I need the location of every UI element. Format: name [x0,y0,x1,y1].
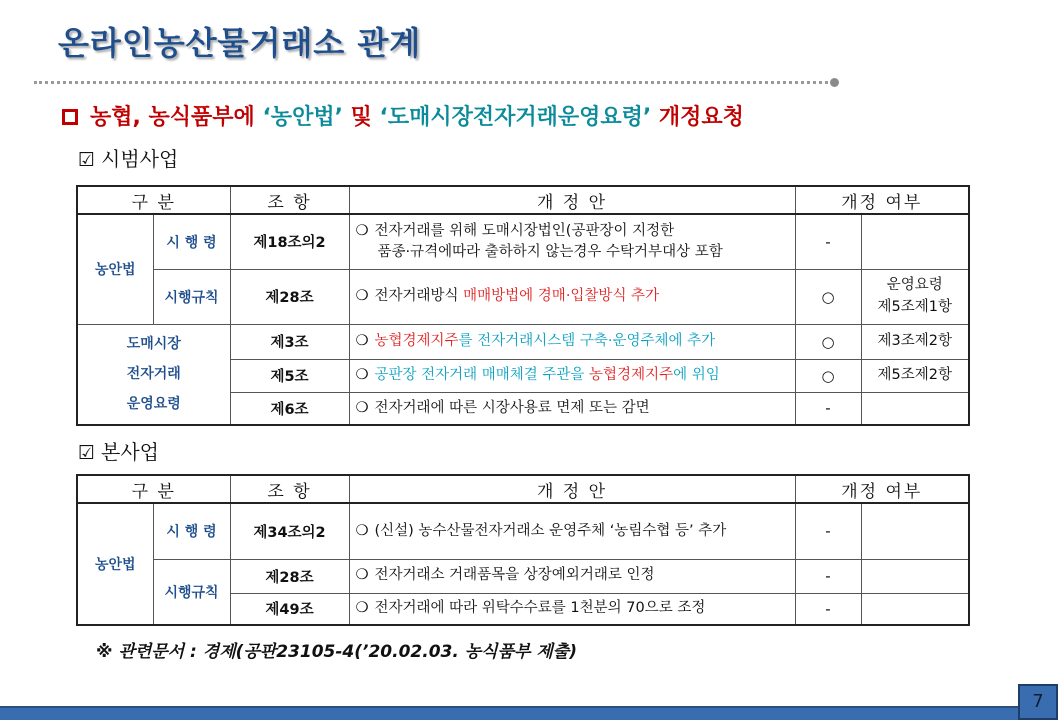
article-cell: 제18조의2 [230,214,349,269]
heading-part-4: ‘도매시장전자거래운영요령’ [379,105,652,130]
category-law: 농안법 [77,503,153,625]
status-mark: - [795,214,861,269]
header-category: 구 분 [77,186,230,214]
footer-bar [0,706,1018,720]
category-decree: 시 행 령 [153,214,230,269]
header-status: 개정 여부 [795,186,969,214]
circle-bullet-icon: ❍ [355,366,369,383]
section-main-label: 본사업 [101,440,160,464]
category-rule: 시행규칙 [153,559,230,625]
article-cell: 제49조 [230,593,349,625]
heading-part-1: 농협, 농식품부에 [90,105,263,130]
amendment-text: 전자거래소 거래품목을 상장예외거래로 인정 [374,567,655,584]
amendment-text-highlight: 매매방법에 경매·입찰방식 추가 [463,287,660,304]
article-cell: 제28조 [230,559,349,593]
amendment-text: 전자거래방식 [374,287,464,304]
status-mark: ○ [795,269,861,324]
amendment-text: 전자거래에 따른 시장사용료 면제 또는 감면 [374,399,650,416]
status-mark: - [795,503,861,559]
category-market-rules [77,324,230,425]
header-category: 구 분 [77,475,230,503]
amendment-cell [349,324,795,359]
status-mark: ○ [795,324,861,359]
article-cell: 제28조 [230,269,349,324]
status-note [861,392,969,425]
amendment-text-highlight: 농협경제지주 [589,366,674,383]
category-market-line-1: 도매시장 [126,336,181,353]
title-divider-dot [830,78,839,87]
table-row [77,324,969,359]
slide-title: 온라인농산물거래소 관계 [58,24,422,62]
table-row [77,503,969,559]
header-article: 조 항 [230,475,349,503]
category-rule: 시행규칙 [153,269,230,324]
status-note [861,214,969,269]
square-bullet-icon [62,109,78,125]
status-note-line-2: 제5조제1항 [877,298,952,315]
table-row [77,269,969,324]
header-article: 조 항 [230,186,349,214]
status-note: 제5조제2항 [861,359,969,392]
amendment-cell [349,559,795,593]
table-row [77,214,969,269]
header-status: 개정 여부 [795,475,969,503]
status-note: 제3조제2항 [861,324,969,359]
amendment-text: 공판장 전자거래 매매체결 주관을 [374,366,590,383]
circle-bullet-icon: ❍ [355,332,369,349]
heading-part-5: 개정요청 [651,105,744,130]
status-note [861,503,969,559]
section-main-heading [78,436,159,465]
amendment-text: 전자거래에 따라 위탁수수료를 1천분의 70으로 조정 [374,600,706,617]
status-mark: ○ [795,359,861,392]
checkbox-checked-icon: ☑ [78,149,96,171]
heading-part-2: ‘농안법’ [262,105,343,130]
status-mark: - [795,593,861,625]
amendment-cell [349,359,795,392]
category-market-line-2: 전자거래 [126,366,181,383]
pilot-table [76,185,970,426]
footnote-related-document: ※ 관련문서 : 경제(공판23105-4(’20.02.03. 농식품부 제출) [96,642,577,662]
circle-bullet-icon: ❍ [355,522,369,539]
amendment-text: (신설) 농수산물전자거래소 운영주체 ‘농림수협 등’ 추가 [374,522,727,539]
circle-bullet-icon: ❍ [355,222,369,239]
article-cell: 제6조 [230,392,349,425]
amendment-text-end: 에 위임 [673,366,720,383]
amendment-text-cont: 품종·규격에따라 출하하지 않는경우 수탁거부대상 포함 [377,243,723,260]
category-market-line-3: 운영요령 [126,396,181,413]
category-law: 농안법 [77,214,153,324]
header-amendment: 개 정 안 [349,475,795,503]
title-divider [34,81,834,84]
amendment-text: 를 [458,332,478,349]
circle-bullet-icon: ❍ [355,287,369,304]
category-decree: 시 행 령 [153,503,230,559]
amendment-cell [349,214,795,269]
amendment-text-highlight-2: 전자거래시스템 구축·운영주체에 추가 [477,332,716,349]
status-note [861,559,969,593]
amendment-cell [349,392,795,425]
amendment-cell [349,503,795,559]
article-cell: 제5조 [230,359,349,392]
circle-bullet-icon: ❍ [355,399,369,416]
checkbox-checked-icon: ☑ [78,442,96,464]
status-mark: - [795,392,861,425]
main-table [76,474,970,626]
table-row [77,559,969,593]
status-note-line-1: 운영요령 [886,276,943,293]
amendment-text-highlight: 농협경제지주 [374,332,459,349]
section-pilot-label: 시범사업 [101,147,179,171]
status-note [861,593,969,625]
header-amendment: 개 정 안 [349,186,795,214]
circle-bullet-icon: ❍ [355,567,369,584]
article-cell: 제3조 [230,324,349,359]
circle-bullet-icon: ❍ [355,600,369,617]
status-note [861,269,969,324]
amendment-text: 전자거래를 위해 도매시장법인(공판장이 지정한 [374,222,675,239]
page-number: 7 [1018,684,1058,720]
amendment-cell [349,269,795,324]
section-pilot-heading [78,143,178,172]
heading-part-3: 및 [342,105,380,130]
article-cell: 제34조의2 [230,503,349,559]
main-heading [62,100,744,131]
status-mark: - [795,559,861,593]
amendment-cell [349,593,795,625]
